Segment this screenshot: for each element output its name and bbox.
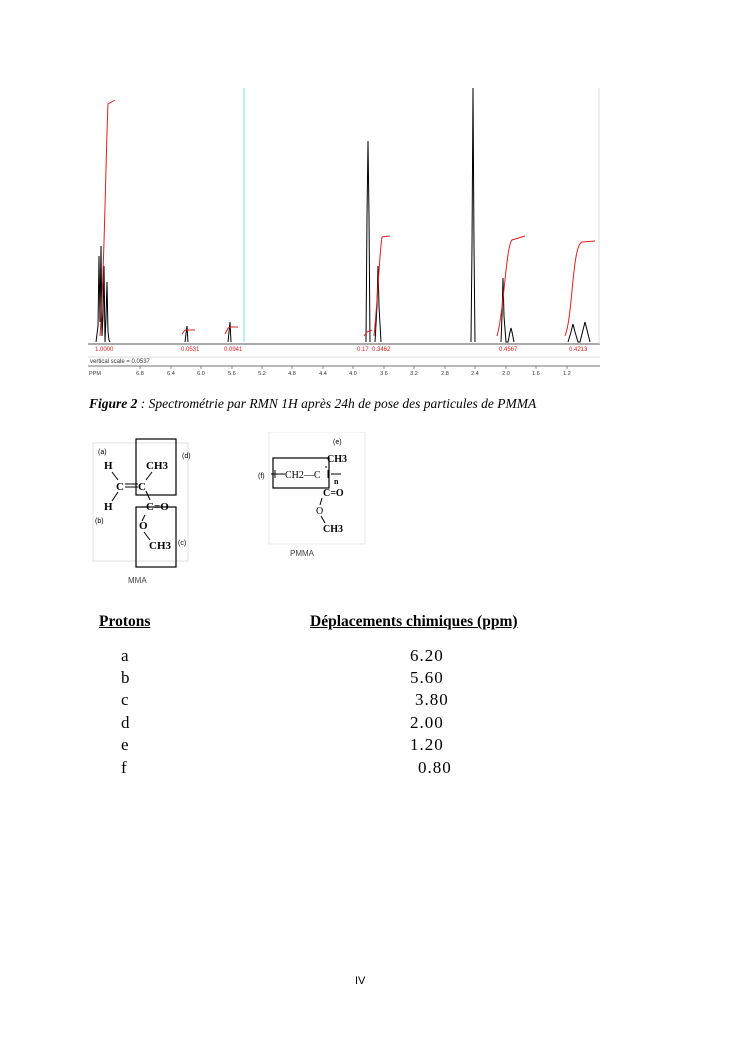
shift-value: 6.20 [410,646,444,665]
methyl-top: CH3 [327,454,347,465]
header-chemical-shifts: Déplacements chimiques (ppm) [310,613,518,630]
methyl-top: CH3 [146,460,168,472]
hydrogen-bottom: H [104,501,113,513]
proton-label: c [121,690,130,709]
oxygen: O [316,506,324,517]
tick-label: 6.8 [136,371,144,377]
proton-label: a [121,646,130,665]
oxygen: O [139,520,148,532]
tick-label: 6.4 [167,371,175,377]
tick-label: 2.0 [502,371,510,377]
backbone: CH2—C [285,470,321,481]
carbonyl: C=O [146,501,169,513]
shift-value: 1.20 [410,735,444,754]
carbon-left: C [116,481,124,493]
integral-label: 0.4213 [569,347,588,353]
tick-label: 1.2 [563,371,571,377]
integral-label: 1.0000 [95,347,114,353]
label-b: (b) [95,518,104,525]
figure-caption [89,396,536,412]
integral-label: 0.3462 [372,347,391,353]
header-protons: Protons [99,613,151,630]
label-a: (a) [98,449,107,456]
axis-unit-label: PPM [89,371,101,377]
shift-value: 0.80 [418,758,452,777]
tick-label: 4.0 [349,371,357,377]
mma-caption: MMA [128,576,147,585]
proton-label: b [121,668,131,687]
tick-label: 2.4 [471,371,479,377]
carbonyl: C=O [323,488,344,499]
label-e: (e) [333,439,342,446]
label-c: (c) [178,540,187,547]
label-d: (d) [182,453,191,460]
shift-value: 3.80 [415,690,449,709]
label-f: (f) [258,473,265,480]
tick-label: 3.6 [380,371,388,377]
tick-label: 3.2 [410,371,418,377]
hydrogen-top: H [104,460,113,472]
methyl-bottom: CH3 [149,540,171,552]
tick-label: 2.8 [441,371,449,377]
tick-label: 4.8 [288,371,296,377]
pmma-caption: PMMA [290,549,314,558]
vertical-scale-label: vertical scale = 0.0537 [90,359,150,365]
tick-label: 5.2 [258,371,266,377]
proton-label: e [121,735,130,754]
shift-value: 5.60 [410,668,444,687]
tick-label: 4.4 [319,371,327,377]
tick-label: 5.6 [228,371,236,377]
carbon-right: C [138,481,146,493]
repeat-n: n [334,477,339,486]
figure-label: Figure 2 [89,396,138,411]
mma-structure [92,435,200,591]
shift-value: 2.00 [410,713,444,732]
integral-label: 0.0941 [224,347,243,353]
integral-label: 0.17 [357,347,369,353]
integral-label: 0.0531 [181,347,200,353]
methyl-bottom: CH3 [323,524,343,535]
integral-label: 0.4567 [499,347,518,353]
figure-caption-text: : Spectrométrie par RMN 1H après 24h de pose des particules de PMMA [137,396,537,411]
pmma-structure [255,432,375,560]
tick-label: 1.6 [532,371,540,377]
proton-label: d [121,713,131,732]
tick-label: 6.0 [197,371,205,377]
nmr-spectrum [88,86,603,378]
proton-label: f [121,758,128,777]
page-number: IV [355,975,366,987]
